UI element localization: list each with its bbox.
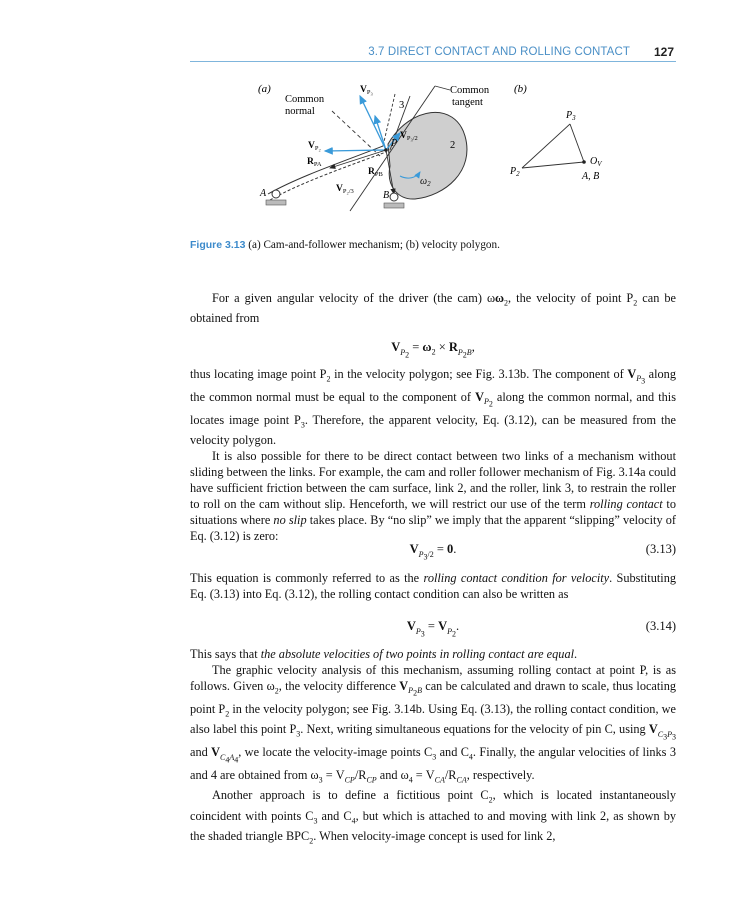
paragraph-2: thus locating image point $P_2$ in the velocity polygon; see Fig. 3.13b. The component of $V_{P_3}$ along the common normal must be equal to the component of $V_{P_2}$ along the common normal, and this locates image point $P_3$. Therefore, the apparent velocity, Eq. (3.12), can be measured from the velocity polygon. It is also possible for there to be direct contact between two links of a mechanism without sliding between the links. For example, the cam and roller follower mechanism of Fig. 3.14a could have sufficient friction between the cam surface, link 2, and the roller, link 3, to restrain the roller to roll on the cam without slip. Henceforth, we will restrict our use of the term rolling contact to situations where no slip takes place. By “no slip” we imply that the apparent “slipping” velocity of Eq. (3.12) is zero: [190,367,677,543]
rpb-label: $R_{PB}$ [368,167,383,178]
header-rule [190,61,676,62]
section-title: 3.7 DIRECT CONTACT AND ROLLING CONTACT [368,46,630,58]
poly-p2-ov [522,162,584,168]
follower-link-3 [268,146,383,194]
contact-point-p [384,148,388,152]
figure-3-13 [240,76,620,246]
equation-number-3-14: (3.14) [645,619,676,633]
common-tangent-label-2: tangent [452,97,483,108]
vp2-label: $V_{P_2}$ [308,141,321,152]
equation-3-13: $V_{P_3/2} = 0$. (3.13) [409,542,676,562]
rpa-label: $R_{PA}$ [307,157,322,168]
poly-ov-label: $O_V$ [590,156,602,168]
vp2-vector [325,150,386,151]
poly-ab-label: A, B [582,171,600,182]
link-3-label: 3 [399,100,405,111]
figure-label: Figure 3.13 [190,239,246,251]
vp3-2-label: $V_{P_3/2}$ [400,131,418,142]
point-b-label: B [383,190,390,201]
equation-vp2: $V_{P_2} = \omega_2 \times R_{P_2B}$, [391,340,475,360]
figure-diagram [240,76,620,246]
paragraph-5: This says that the absolute velocities of two points in rolling contact are equal. The graphic velocity analysis of this mechanism, assuming rolling contact at point P, is as follows. Given $\omega_2$, the velocity difference $V_{P_2B}$ can be calculated and drawn to scale, thus locating point $P_2$ in the velocity polygon; see Fig. 3.14b. Using Eq. (3.13), the rolling contact condition, we also label this point $P_3$. Next, writing simultaneous equations for the velocity of pin C, using $V_{C_3P_3}$ and $V_{C_4A_4}$, we locate the velocity-image points $C_3$ and $C_4$. Finally, the angular velocities of links 3 and 4 are obtained from $\omega_3 = V_{CP}/R_{CP}$ and $\omega_4 = V_{CA}/R_{CA}$, respectively. Another approach is to define a fictitious point $C_2$, which is located instantaneously coincident with points $C_3$ and $C_4$, but which is attached to and moving with link 2, as shown by the shaded triangle $BPC_2$. When velocity-image concept is used for link 2, [190,647,677,846]
vp2-3-vector [375,116,386,150]
ground-a [266,200,286,205]
paragraph-4: This equation is commonly referred to as the rolling contact condition for velocity. Substituting Eq. (3.13) into Eq. (3.12), the rolling contact condition can also be written as [190,571,676,601]
poly-p3-label: $P_3$ [566,110,576,122]
point-a-label: A [260,188,267,199]
common-tangent-label-1: Common [450,85,490,96]
page-number: 127 [653,45,674,59]
pivot-b [390,193,398,201]
tangent-leader [435,86,450,90]
equation-3-14: $V_{P_3} = V_{P_2}$. (3.14) [406,619,676,639]
poly-ov-point [582,160,586,164]
figure-caption [190,239,500,251]
vp2-3-label: $V_{P_2/3}$ [336,184,354,195]
vp3-label: $V_{P_3}$ [360,85,373,96]
equation-number-3-13: (3.13) [645,542,676,556]
omega-label: $\omega_2$ [420,176,431,188]
point-p-label: P [391,138,398,149]
caption-text: (a) Cam-and-follower mechanism; (b) velocity polygon. [245,239,500,251]
running-header [190,44,676,62]
common-normal-line [332,111,380,156]
poly-p3-p2 [522,124,570,168]
pivot-a [272,190,280,198]
vp3-vector [360,96,386,150]
common-normal-label-2: normal [285,106,315,117]
poly-p3-ov [570,124,584,162]
link-2-label: 2 [450,140,456,151]
paragraph-1: For a given angular velocity of the driver (the cam) $\omega\omega_2$, the velocity of point $P_2$ can be obtained from [190,291,676,326]
panel-a-label: (a) [258,83,271,95]
rpa-line [330,150,386,168]
common-normal-label-1: Common [285,94,325,105]
poly-p2-label: $P_2$ [510,166,520,178]
ground-b [384,203,404,208]
panel-b-label: (b) [514,83,527,95]
